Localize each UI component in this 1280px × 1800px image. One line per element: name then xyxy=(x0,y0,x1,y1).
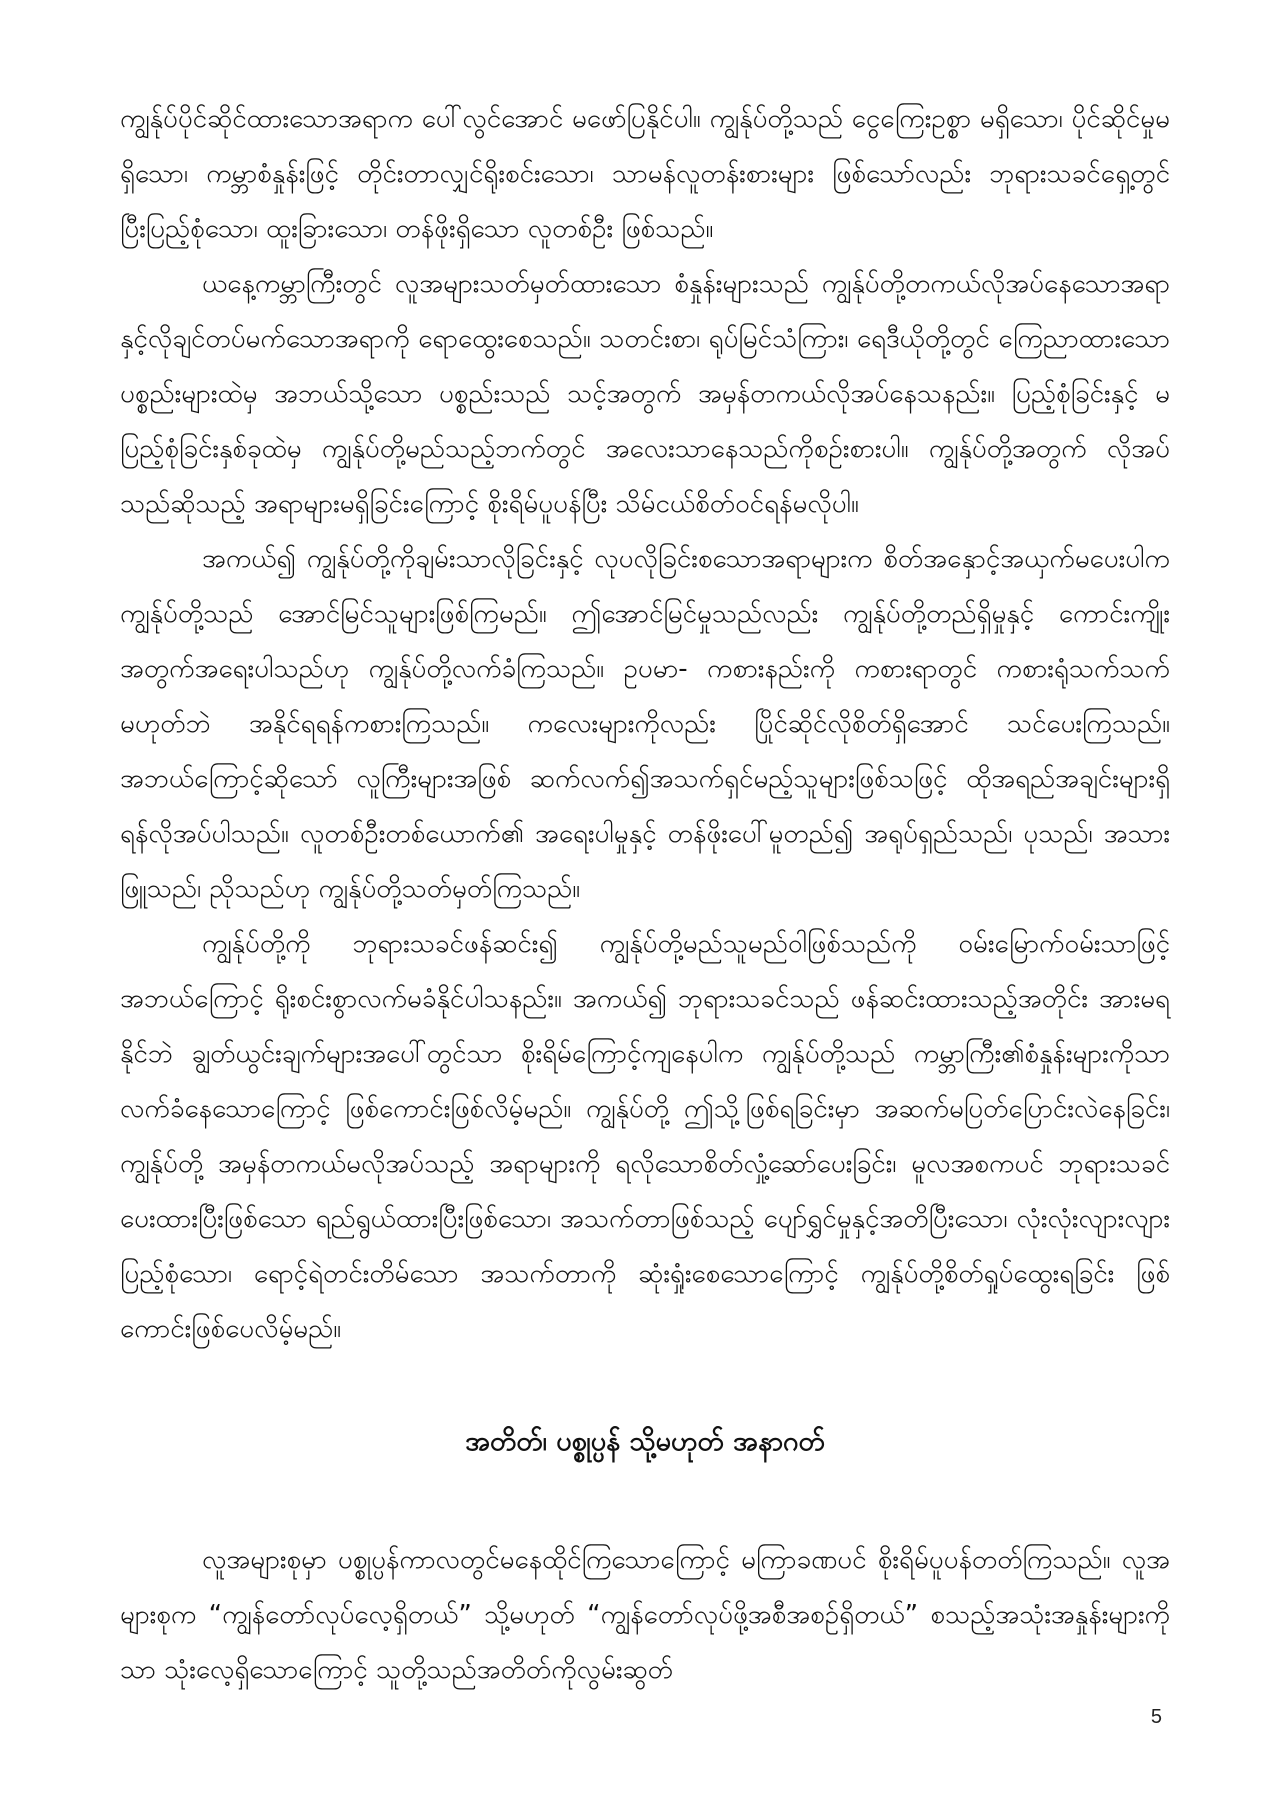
section-heading: အတိတ်၊ ပစ္စုပ္ပန် သို့မဟုတ် အနာဂတ် xyxy=(465,1426,825,1457)
document-page xyxy=(120,92,1170,1698)
paragraph-present: လူအများစုမှာ ပစ္စုပ္ပန်ကာလတွင်မနေထိုင်ကြသောကြောင့် မကြာခဏပင် စိုးရိမ်ပူပန်တတ်ကြသည်။ လူအများစုက “ကျွန်တော်လုပ်လေ့ရှိတယ်” သို့မဟုတ် “ကျွန်တော်လုပ်ဖို့အစီအစဉ်ရှိတယ်” စသည့်အသုံးအနှုန်းများကိုသာ သုံးလေ့ရှိသောကြောင့် သူတို့သည်အတိတ်ကိုလွမ်းဆွတ် xyxy=(120,1545,1170,1685)
paragraph-standards: ယနေ့ကမ္ဘာကြီးတွင် လူအများသတ်မှတ်ထားသော စံနှုန်းများသည် ကျွန်ုပ်တို့တကယ်လိုအပ်နေသောအရာနှင့်လိုချင်တပ်မက်သောအရာကို ရောထွေးစေသည်။ သတင်းစာ၊ ရုပ်မြင်သံကြား၊ ရေဒီယိုတို့တွင် ကြေညာထားသော ပစ္စည်းများထဲမှ အဘယ်သို့သော ပစ္စည်းသည် သင့်အတွက် အမှန်တကယ်လိုအပ်နေသနည်း။ ပြည့်စုံခြင်းနှင့် မပြည့်စုံခြင်းနှစ်ခုထဲမှ ကျွန်ုပ်တို့မည်သည့်ဘက်တွင် အလေးသာနေသည်ကိုစဉ်းစားပါ။ ကျွန်ုပ်တို့အတွက် လိုအပ်သည်ဆိုသည့် အရာများမရှိခြင်းကြောင့် စိုးရိမ်ပူပန်ပြီး သိမ်ငယ်စိတ်ဝင်ရန်မလိုပါ။ xyxy=(120,269,1170,519)
paragraph-continuation: ကျွန်ုပ်ပိုင်ဆိုင်ထားသောအရာက ပေါ်လွင်အောင် မဖော်ပြနိုင်ပါ။ ကျွန်ုပ်တို့သည် ငွေကြေးဥစ္စာ မရှိသော၊ ပိုင်ဆိုင်မှုမရှိသော၊ ကမ္ဘာစံနှုန်းဖြင့် တိုင်းတာလျှင်ရိုးစင်းသော၊ သာမန်လူတန်းစားများ ဖြစ်သော်လည်း ဘုရားသခင်ရှေ့တွင် ပြီးပြည့်စုံသော၊ ထူးခြားသော၊ တန်ဖိုးရှိသော လူတစ်ဦး ဖြစ်သည်။ xyxy=(120,104,1170,244)
paragraph-creation: ကျွန်ုပ်တို့ကို ဘုရားသခင်ဖန်ဆင်း၍ ကျွန်ုပ်တို့မည်သူမည်ဝါဖြစ်သည်ကို ဝမ်းမြောက်ဝမ်းသာဖြင့် အဘယ်ကြောင့် ရိုးစင်းစွာလက်မခံနိုင်ပါသနည်း။ အကယ်၍ ဘုရားသခင်သည် ဖန်ဆင်းထားသည့်အတိုင်း အားမရနိုင်ဘဲ ချွတ်ယွင်းချက်များအပေါ်တွင်သာ စိုးရိမ်ကြောင့်ကျနေပါက ကျွန်ုပ်တို့သည် ကမ္ဘာကြီး၏စံနှုန်းများကိုသာ လက်ခံနေသောကြောင့် ဖြစ်ကောင်းဖြစ်လိမ့်မည်။ ကျွန်ုပ်တို့ ဤသို့ဖြစ်ရခြင်းမှာ အဆက်မပြတ်ပြောင်းလဲနေခြင်း၊ ကျွန်ုပ်တို့ အမှန်တကယ်မလိုအပ်သည့် အရာများကို ရလိုသောစိတ်လှုံ့ဆော်ပေးခြင်း၊ မူလအစကပင် ဘုရားသခင်ပေးထားပြီးဖြစ်သော ရည်ရွယ်ထားပြီးဖြစ်သော၊ အသက်တာဖြစ်သည့် ပျော်ရွှင်မှုနှင့်အတိပြီးသော၊ လုံးလုံးလျားလျား ပြည့်စုံသော၊ ရောင့်ရဲတင်းတိမ်သော အသက်တာကို ဆုံးရှုံးစေသောကြောင့် ကျွန်ုပ်တို့စိတ်ရှုပ်ထွေးရခြင်း ဖြစ်ကောင်းဖြစ်ပေလိမ့်မည်။ xyxy=(120,929,1170,1344)
paragraph-success: အကယ်၍ ကျွန်ုပ်တို့ကိုချမ်းသာလိုခြင်းနှင့် လုပလိုခြင်းစသောအရာများက စိတ်အနှောင့်အယှက်မပေးပါက ကျွန်ုပ်တို့သည် အောင်မြင်သူများဖြစ်ကြမည်။ ဤအောင်မြင်မှုသည်လည်း ကျွန်ုပ်တို့တည်ရှိမှုနှင့် ကောင်းကျိုးအတွက်အရေးပါသည်ဟု ကျွန်ုပ်တို့လက်ခံကြသည်။ ဥပမာ- ကစားနည်းကို ကစားရာတွင် ကစားရုံသက်သက်မဟုတ်ဘဲ အနိုင်ရရန်ကစားကြသည်။ ကလေးများကိုလည်း ပြိုင်ဆိုင်လိုစိတ်ရှိအောင် သင်ပေးကြသည်။ အဘယ်ကြောင့်ဆိုသော် လူကြီးများအဖြစ် ဆက်လက်၍အသက်ရှင်မည့်သူများဖြစ်သဖြင့် ထိုအရည်အချင်းများရှိရန်လိုအပ်ပါသည်။ လူတစ်ဦးတစ်ယောက်၏ အရေးပါမှုနှင့် တန်ဖိုးပေါ်မူတည်၍ အရုပ်ရှည်သည်၊ ပုသည်၊ အသားဖြူသည်၊ ညိုသည်ဟု ကျွန်ုပ်တို့သတ်မှတ်ကြသည်။ xyxy=(120,544,1170,904)
page-number: 5 xyxy=(1150,1706,1162,1728)
